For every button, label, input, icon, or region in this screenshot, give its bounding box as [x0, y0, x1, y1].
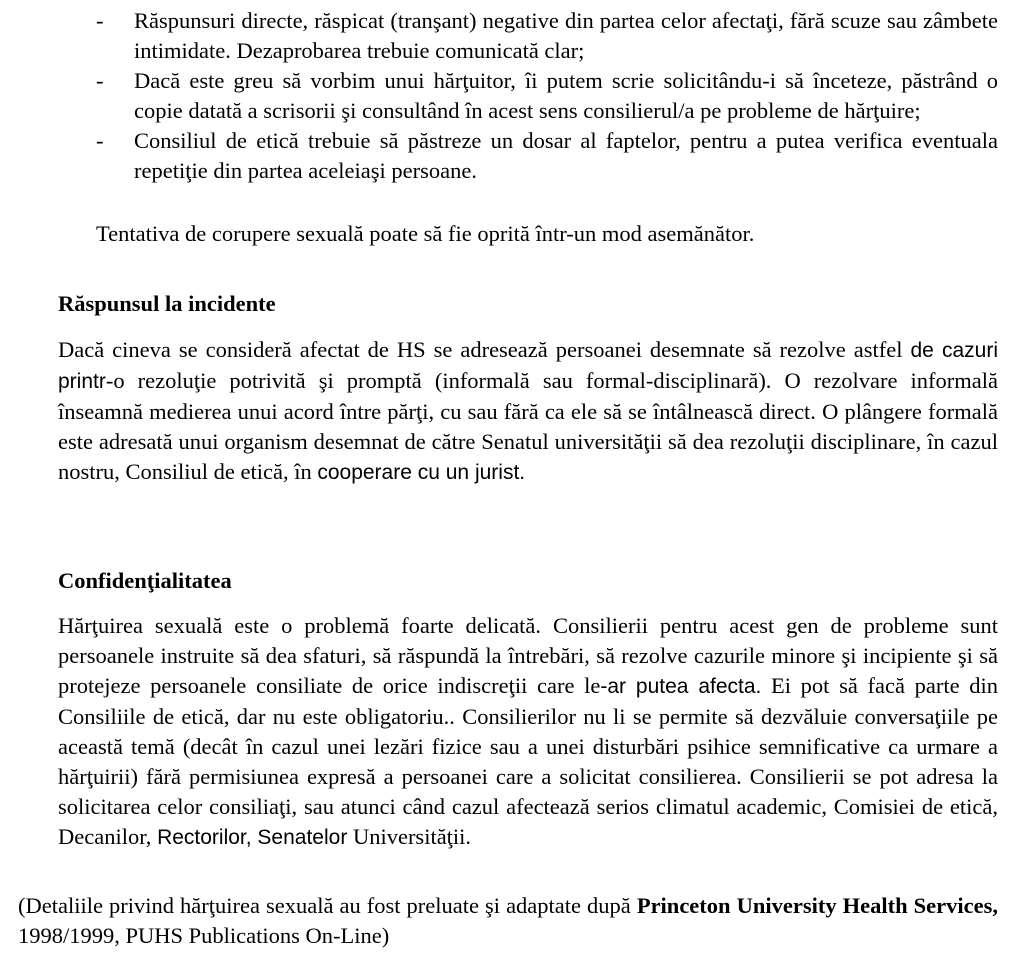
paragraph-incident-response [58, 335, 998, 488]
bullet-list [96, 6, 998, 186]
source-footnote [18, 891, 998, 951]
bullet-text: Dacă este greu să vorbim unui hărţuitor, îi putem scrie solicitându-i să înceteze, păstrând o copie datată a scrisorii şi consultând în acest sens consilierul/a pe probleme de hărţuire; [134, 68, 998, 123]
heading-incident-response: Răspunsul la incidente [58, 291, 276, 316]
paragraph-text-accent: cooperare cu un jurist. [317, 461, 526, 484]
paragraph-text: -o rezoluţie potrivită şi promptă (informală sau formal-disciplinară). O rezolvare informală înseamnă medierea unui acord între părţi, cu sau fără ca ele să se întâlnească direct. O plângere formală este adresată unui organism desemnat de către Senatul universităţii să dea rezoluţii disciplinare, în cazul nostru, Consiliul de etică, în [58, 368, 998, 484]
paragraph-confidentiality [58, 611, 998, 853]
bullet-item [96, 126, 998, 186]
paragraph-text: Ei pot să facă parte din Consiliile de etică, dar nu este obligatoriu.. Consilierilor nu li se permite să dezvăluie conversaţiile pe această temă (decât în cazul unei lezări fizice sau a unei disturbări psihice semnificative ca urmare a hărţuirii) fără permisiunea expresă a persoanei care a solicitat consilierea. Consilierii se pot adresa la solicitarea celor consiliaţi, sau atunci când cazul afectează serios climatul academic, Comisiei de etică, Decanilor, [58, 673, 998, 849]
footnote-suffix: 1998/1999, PUHS Publications On-Line) [18, 923, 390, 948]
footnote-source-bold: Princeton University Health Services, [636, 893, 998, 918]
bullet-text: Răspunsuri directe, răspicat (tranşant) negative din partea celor afectaţi, fără scuze sau zâmbete intimidate. Dezaprobarea trebuie comunicată clar; [134, 8, 998, 63]
paragraph-text-accent: -ar putea afecta. [600, 675, 762, 698]
heading-confidentiality: Confidenţialitatea [58, 568, 232, 593]
bullet-text: Consiliul de etică trebuie să păstreze un dosar al faptelor, pentru a putea verifica eventuala repetiţie din partea aceleiaşi persoane. [134, 128, 998, 183]
bullet-marker: - [96, 128, 104, 153]
paragraph-text: Hărţuirea sexuală este o problemă foarte delicată. Consilierii pentru acest gen de probleme sunt persoanele instruite să dea sfaturi, să răspundă la întrebări, să rezolve cazurile minore şi incipiente şi să protejeze persoanele consiliate de orice indiscreţii care le [58, 613, 998, 698]
bullet-marker: - [96, 8, 104, 33]
paragraph-text: Dacă cineva se consideră afectat de HS se adresează persoanei desemnate să rezolve astfel [58, 337, 911, 362]
bullet-item [96, 66, 998, 126]
paragraph-text-accent: Rectorilor, Senatelor [157, 826, 348, 849]
bullet-marker: - [96, 68, 104, 93]
footnote-prefix: (Detaliile privind hărţuirea sexuală au fost preluate şi adaptate după [18, 893, 637, 918]
bullet-item [96, 6, 998, 66]
paragraph-text: Universităţii. [347, 824, 472, 849]
paragraph-text-accent: de cazuri printr [58, 339, 998, 393]
closing-sentence: Tentativa de corupere sexuală poate să fie oprită într-un mod asemănător. [96, 221, 755, 246]
